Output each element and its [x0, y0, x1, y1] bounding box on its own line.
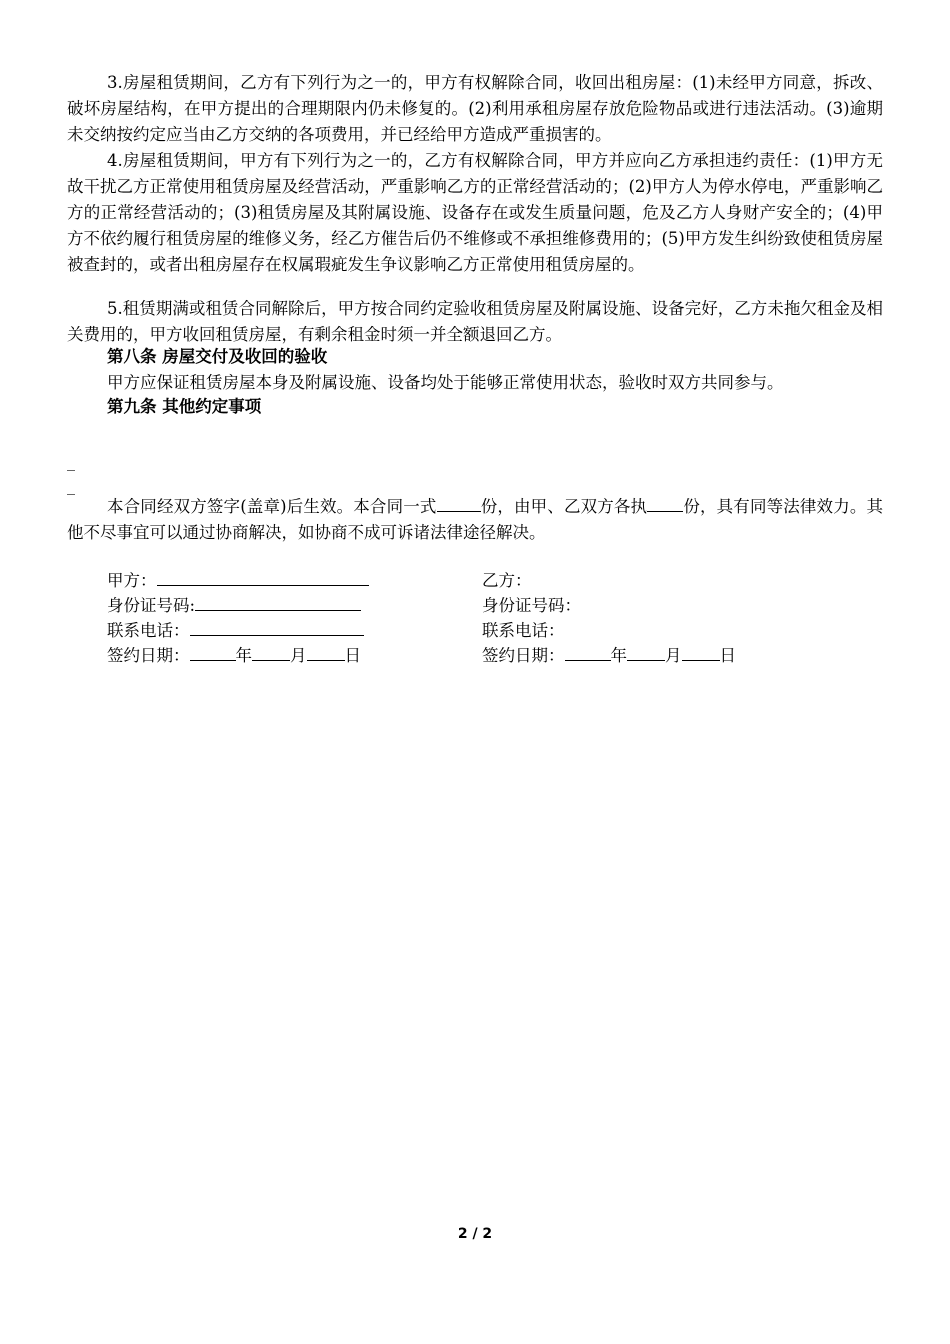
article-8-title: 第八条 房屋交付及收回的验收	[107, 347, 328, 366]
party-b-day-label: 日	[719, 646, 736, 665]
party-a-date-row	[107, 644, 361, 668]
clause-3: 3.房屋租赁期间，乙方有下列行为之一的，甲方有权解除合同，收回出租房屋：(1)未经甲方同意，拆改、破坏房屋结构，在甲方提出的合理期限内仍未修复的。(2)利用承租房屋存放危险物品或进行违法活动。(3)逾期未交纳按约定应当由乙方交纳的各项费用，并已经给甲方造成严重损害的。	[67, 73, 883, 144]
party-a-name-label: 甲方：	[107, 571, 157, 590]
clause-4: 4.房屋租赁期间，甲方有下列行为之一的，乙方有权解除合同，甲方并应向乙方承担违约责任：(1)甲方无故干扰乙方正常使用租赁房屋及经营活动，严重影响乙方的正常经营活动的；(2)甲方人为停水停电，严重影响乙方的正常经营活动的；(3)租赁房屋及其附属设施、设备存在或发生质量问题，危及乙方人身财产安全的；(4)甲方不依约履行租赁房屋的维修义务，经乙方催告后仍不维修或不承担维修费用的；(5)甲方发生纠纷致使租赁房屋被查封的，或者出租房屋存在权属瑕疵发生争议影响乙方正常使用租赁房屋的。	[67, 151, 883, 274]
article-9-title: 第九条 其他约定事项	[107, 397, 262, 416]
party-a-day-label: 日	[344, 646, 361, 665]
party-b-phone-row	[482, 619, 565, 643]
party-a-year-label: 年	[235, 646, 252, 665]
party-a-year-blank	[190, 644, 236, 661]
copies-total-blank	[437, 495, 481, 512]
party-a-id-blank	[195, 594, 361, 611]
effective-text-1: 本合同经双方签字(盖章)后生效。本合同一式	[107, 497, 437, 516]
party-b-year-blank	[565, 644, 611, 661]
effective-clause	[67, 494, 883, 546]
party-a-id-label: 身份证号码:	[107, 596, 196, 615]
party-b-month-blank	[627, 644, 665, 661]
copies-each-blank	[647, 495, 683, 512]
party-b-day-blank	[682, 644, 720, 661]
effective-text-2: 份，由甲、乙双方各执	[480, 497, 648, 516]
effective-text-3: 份，具有同等法律效力。其他不尽事宜可以通过协商解决，如协商不成可诉诸法律途径解决。	[67, 497, 884, 542]
party-a-phone-row	[107, 619, 364, 643]
party-b-year-label: 年	[610, 646, 627, 665]
blank-line-2: _	[67, 476, 75, 495]
party-b-id-label: 身份证号码：	[482, 596, 581, 615]
party-a-name-row	[107, 569, 369, 593]
clause-5: 5.租赁期满或租赁合同解除后，甲方按合同约定验收租赁房屋及附属设施、设备完好，乙方未拖欠租金及相关费用的，甲方收回租赁房屋，有剩余租金时须一并全额退回乙方。	[67, 299, 883, 344]
party-b-date-row	[482, 644, 736, 668]
party-a-date-label: 签约日期：	[107, 646, 190, 665]
party-b-name-label: 乙方：	[482, 571, 532, 590]
party-a-phone-label: 联系电话：	[107, 621, 190, 640]
page-number: 2 / 2	[457, 1226, 493, 1242]
party-a-month-blank	[252, 644, 290, 661]
party-b-month-label: 月	[665, 646, 682, 665]
party-a-name-blank	[157, 569, 369, 586]
party-a-id-row	[107, 594, 361, 618]
party-a-phone-blank	[190, 619, 364, 636]
blank-line-1: _	[67, 452, 75, 471]
party-b-phone-label: 联系电话：	[482, 621, 565, 640]
party-b-id-row	[482, 594, 581, 618]
party-a-day-blank	[307, 644, 345, 661]
party-a-month-label: 月	[290, 646, 307, 665]
party-b-date-label: 签约日期：	[482, 646, 565, 665]
article-8-body: 甲方应保证租赁房屋本身及附属设施、设备均处于能够正常使用状态，验收时双方共同参与。	[107, 373, 784, 392]
party-b-name-row	[482, 569, 532, 593]
